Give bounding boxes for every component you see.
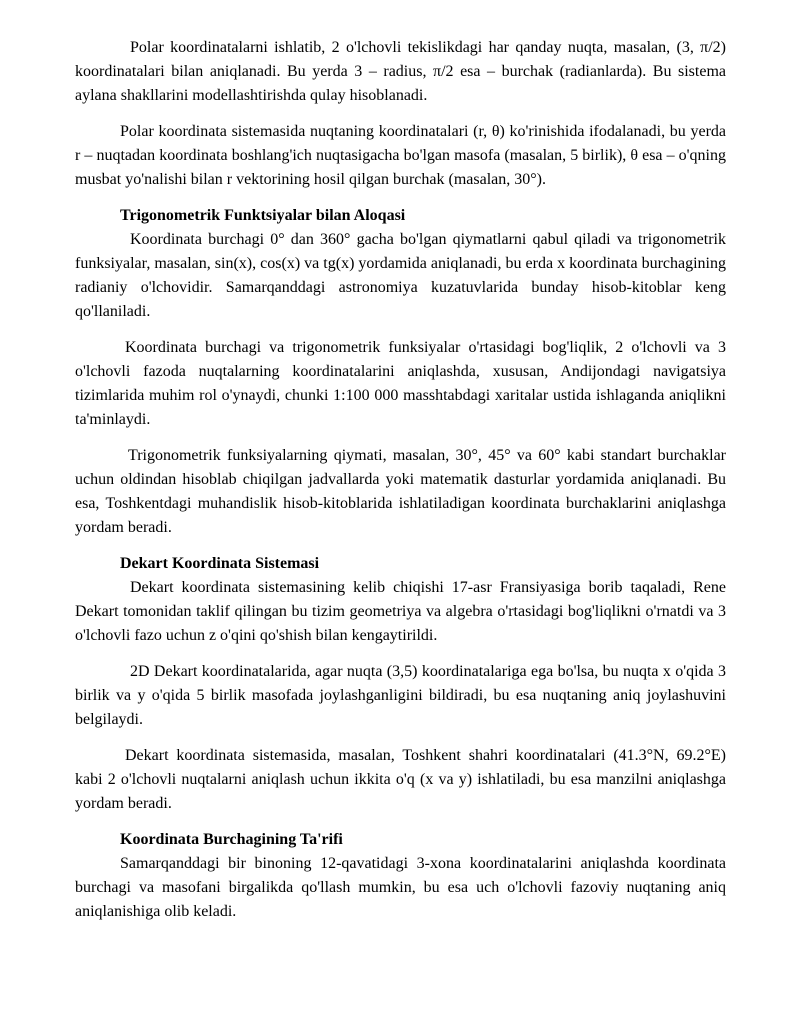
section-heading-cartesian: Dekart Koordinata Sistemasi bbox=[120, 555, 320, 572]
paragraph-angle-relation: Koordinata burchagi va trigonometrik funksiyalar o'rtasidagi bog'liqlik, 2 o'lchovli va 3 o'lchovli fazoda nuqtalarning koordinatalarini aniqlashda, xususan, Andijondagi navigatsiya tizimlarida muhim rol o'ynaydi, chunki 1:100 000 masshtabdagi xaritalar ustida ishlaganda aniqlikni ta'minlaydi. bbox=[75, 339, 726, 428]
paragraph-tashkent-coordinates: Dekart koordinata sistemasida, masalan, Toshkent shahri koordinatalari (41.3°N, 69.2°E) kabi 2 o'lchovli nuqtalarni aniqlash uchun ikkita o'q (x va y) ishlatiladi, bu esa manzilni aniqlashga yordam beradi. bbox=[75, 747, 726, 812]
paragraph-trig-values: Trigonometrik funksiyalarning qiymati, masalan, 30°, 45° va 60° kabi standart burchaklar uchun oldindan hisoblab chiqilgan jadvallarda yoki matematik dasturlar yordamida aniqlanadi. Bu esa, Toshkentdagi muhandislik hisob-kitoblarida ishlatiladigan koordinata burchaklarini aniqlashga yordam beradi. bbox=[75, 447, 726, 536]
paragraph-cartesian-origin: Dekart koordinata sistemasining kelib chiqishi 17-asr Fransiyasiga borib taqaladi, Rene Dekart tomonidan taklif qilingan bu tizim geometriya va algebra o'rtasidagi bog'liqlikni o'rnatdi va 3 o'lchovli fazo uchun z o'qini qo'shish bilan kengaytirildi. bbox=[75, 579, 726, 644]
paragraph-building-coordinates: Samarqanddagi bir binoning 12-qavatidagi 3-xona koordinatalarini aniqlashda koordinata burchagi va masofani birgalikda qo'llash mumkin, bu esa uch o'lchovli fazoviy nuqtaning aniq aniqlanishiga olib keladi. bbox=[75, 855, 726, 920]
section-heading-trigonometric: Trigonometrik Funktsiyalar bilan Aloqasi bbox=[120, 207, 406, 224]
paragraph-angle-range: Koordinata burchagi 0° dan 360° gacha bo'lgan qiymatlarni qabul qiladi va trigonometrik funksiyalar, masalan, sin(x), cos(x) va tg(x) yordamida aniqlanadi, bu erda x koordinata burchagining radianiy o'lchovidir. Samarqanddagi astronomiya kuzatuvlarida bunday hisob-kitoblar keng qo'llaniladi. bbox=[75, 231, 726, 320]
document-page bbox=[75, 36, 726, 924]
paragraph-polar-coordinates: Polar koordinata sistemasida nuqtaning koordinatalari (r, θ) ko'rinishida ifodalanadi, bu yerda r – nuqtadan koordinata boshlang'ich nuqtasigacha bo'lgan masofa (masalan, 5 birlik), θ esa – o'qning musbat yo'nalishi bilan r vektorining hosil qilgan burchak (masalan, 30°). bbox=[75, 123, 726, 188]
paragraph-polar-intro: Polar koordinatalarni ishlatib, 2 o'lchovli tekislikdagi har qanday nuqta, masalan, (3, π/2) koordinatalari bilan aniqlanadi. Bu yerda 3 – radius, π/2 esa – burchak (radianlarda). Bu sistema aylana shakllarini modellashtirishda qulay hisoblanadi. bbox=[75, 39, 726, 104]
section-heading-angle-definition: Koordinata Burchagining Ta'rifi bbox=[120, 831, 343, 848]
paragraph-2d-cartesian: 2D Dekart koordinatalarida, agar nuqta (3,5) koordinatalariga ega bo'lsa, bu nuqta x o'qida 3 birlik va y o'qida 5 birlik masofada joylashganligini bildiradi, bu esa nuqtaning aniq joylashuvini belgilaydi. bbox=[75, 663, 726, 728]
